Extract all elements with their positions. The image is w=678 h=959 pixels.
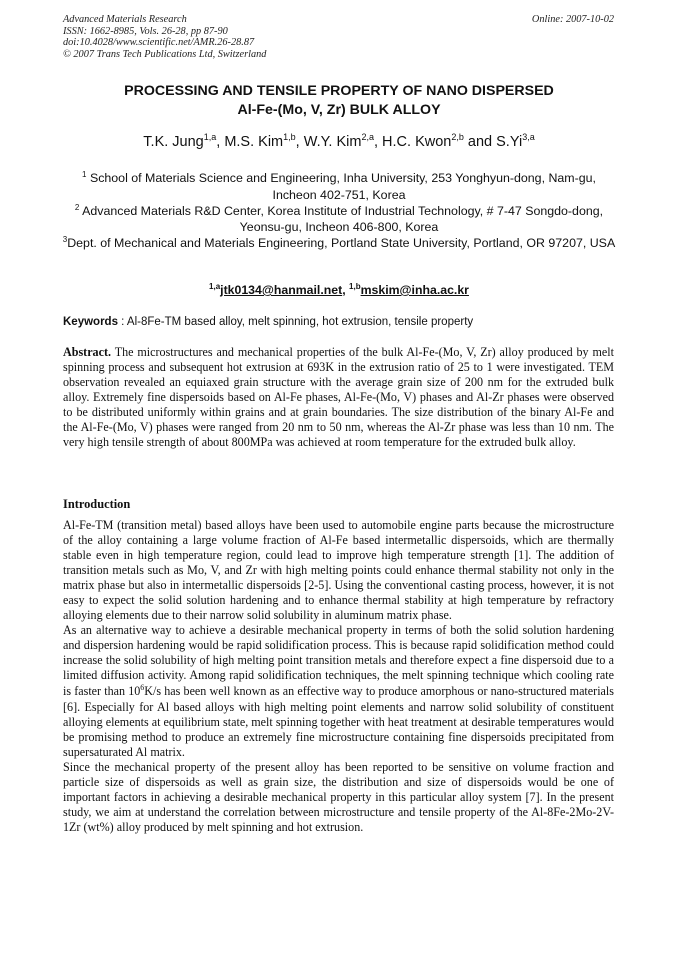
affiliation-number: 2 — [74, 202, 80, 212]
keywords — [63, 315, 614, 330]
author-separator: , — [373, 134, 383, 150]
introduction-body — [63, 518, 614, 835]
doi-line: doi:10.4028/www.scientific.net/AMR.26-28.87 — [63, 37, 255, 49]
author-emails — [40, 282, 638, 300]
title-line-2: Al-Fe-(Mo, V, Zr) BULK ALLOY — [237, 102, 441, 118]
title-line-1: PROCESSING AND TENSILE PROPERTY OF NANO DISPERSED — [124, 83, 554, 99]
keywords-label: Keywords — [63, 316, 118, 328]
author-name: T.K. Jung — [143, 134, 204, 150]
author-affil-mark: 2,a — [361, 132, 374, 142]
abstract — [63, 345, 614, 450]
paragraph: Al-Fe-TM (transition metal) based alloys have been used to automobile engine parts because the microstructure of the alloy containing a large volume fraction of Al-Fe based intermetallic dispersoids, which are thermally stable even in high temperature region, could lead to improve high temperature strength [1]. The addition of transition metals such as Mo, V, and Zr with high melting points could enhance thermal stability not only in the matrix phase but also in intermetallic dispersoids [2-5]. Using the conventional casting process, however, it is not easy to expect the solid solution hardening and to enhance thermal stability at high temperature by refractory alloying elements due to their narrow solid solubility in aluminum matrix phase. — [63, 518, 614, 623]
author-affil-mark: 1,a — [203, 132, 217, 142]
paper-title — [40, 82, 638, 120]
keywords-text: : Al-8Fe-TM based alloy, melt spinning, hot extrusion, tensile property — [117, 316, 474, 328]
email-link-1[interactable]: jtk0134@hanmail.net — [220, 283, 343, 297]
author-list — [40, 132, 638, 153]
email-separator: , — [342, 283, 350, 297]
journal-header — [63, 14, 266, 60]
author-separator: and — [463, 134, 497, 150]
author-separator: , — [295, 134, 304, 150]
copyright-line: © 2007 Trans Tech Publications Ltd, Switzerland — [63, 48, 267, 60]
affiliation-number: 1 — [82, 170, 87, 179]
affiliation-number: 3 — [62, 235, 68, 245]
paragraph-text: K/s has been well known as an effective way to produce amorphous or nano-structured materials [6]. Especially for Al based alloys with high melting point elements and narrow solid solubility of constituent alloying elements at equilibrium state, melt spinning together with heat treatment at desirable temperatures would be promising method to produce an extremely fine microstructure containing fine dispersoids precipitated from supersaturated Al matrix. — [63, 683, 614, 759]
affiliation-1 — [60, 171, 618, 204]
author-separator: , — [216, 134, 225, 150]
affiliation-list — [60, 171, 618, 253]
abstract-text: The microstructures and mechanical properties of the bulk Al-Fe-(Mo, V, Zr) alloy produced by melt spinning process and subsequent hot extrusion at 693K in the extrusion ratio of 25 to 1 were investigated. TEM observation revealed an equiaxed grain structure with the average grain size of 200 nm for the extruded bulk alloy. Extremely fine dispersoids based on Al-Fe phases, Al-Fe-(Mo, V) phases and Al-Zr phases were observed to be distributed uniformly within grains and at grain boundaries. The size distribution of the binary Al-Fe and the Al-Fe-(Mo, V) phases were ranged from 20 nm to 50 nm, whereas the Al-Zr phase was less than 10 nm. The very high tensile strength of about 800MPa was achieved at room temperature for the extruded bulk alloy. — [63, 345, 614, 450]
journal-name: Advanced Materials Research — [63, 14, 187, 25]
affiliation-text: Advanced Materials R&D Center, Korea Institute of Industrial Technology, # 7-47 Songdo-dong, Yeonsu-gu, Incheon 406-800, Korea — [82, 203, 604, 235]
author-affil-mark: 1,b — [283, 132, 296, 142]
exponent: 6 — [140, 682, 145, 692]
email-link-2[interactable]: mskim@inha.ac.kr — [360, 283, 469, 297]
author-name: M.S. Kim — [224, 134, 284, 150]
author-name: H.C. Kwon — [382, 134, 452, 150]
paragraph: Since the mechanical property of the present alloy has been reported to be sensitive on volume fraction and particle size of dispersoids as well as grain size, the distribution and size of dispersoids would be one of important factors in achieving a desirable mechanical property in this particular alloy system [7]. In the present study, we aim at understand the correlation between microstructure and tensile property of the Al-8Fe-2Mo-2V-1Zr (wt%) alloy produced by melt spinning and hot extrusion. — [63, 759, 614, 834]
author-name: W.Y. Kim — [303, 134, 362, 150]
affiliation-3 — [60, 236, 618, 253]
abstract-label: Abstract. — [63, 345, 112, 359]
affiliation-text: Dept. of Mechanical and Materials Engineering, Portland State University, Portland, OR 97207, USA — [67, 236, 616, 251]
section-heading-introduction: Introduction — [63, 497, 131, 511]
email-affil-mark: 1,a — [209, 282, 221, 291]
author-name: S.Yi — [496, 134, 523, 150]
paragraph — [63, 623, 614, 759]
email-affil-mark: 1,b — [349, 282, 361, 291]
affiliation-text: School of Materials Science and Engineering, Inha University, 253 Yonghyun-dong, Nam-gu, Incheon 402-751, Korea — [89, 171, 596, 202]
author-affil-mark: 2,b — [451, 132, 464, 142]
online-date: Online: 2007-10-02 — [531, 14, 614, 25]
issn-line: ISSN: 1662-8985, Vols. 26-28, pp 87-90 — [63, 25, 228, 37]
paragraph-text: As an alternative way to achieve a desirable mechanical property in terms of both the solid solution hardening and dispersion hardening would be rapid solidification process. This is because rapid solidification method could increase the solid solubility of high melting point transition metals and therefore expect a fine dispersoid due to a limited diffusion activity. Among rapid solidification techniques, the melt spinning technique which cooling rate is faster than 10 — [63, 623, 614, 698]
author-affil-mark: 3,a — [522, 132, 535, 142]
affiliation-2 — [60, 204, 618, 237]
